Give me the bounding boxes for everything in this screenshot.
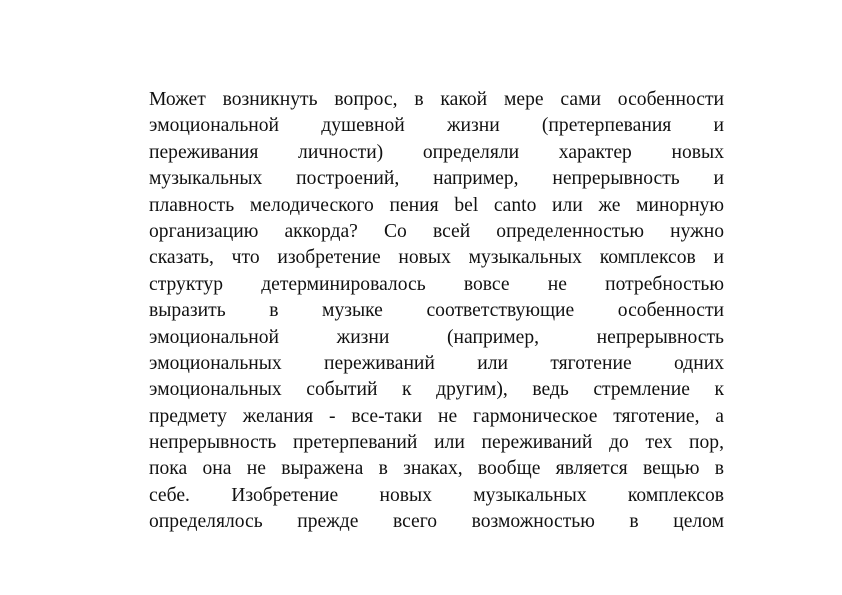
text-line: себе. Изобретение новых музыкальных комплексов [149, 484, 724, 506]
text-line: эмоциональной жизни (например, непрерывность [149, 326, 724, 348]
text-line: предмету желания - все-таки не гармоническое тяготение, а [149, 405, 724, 427]
text-line: Может возникнуть вопрос, в какой мере сами особенности [149, 89, 724, 110]
text-line: организацию аккорда? Со всей определенностью нужно [149, 220, 724, 242]
text-line: непрерывность претерпеваний или переживаний до тех пор, [149, 432, 724, 454]
text-line: музыкальных построений, например, непрерывность и [149, 168, 724, 190]
text-line: эмоциональных событий к другим), ведь стремление к [149, 379, 724, 401]
text-line: эмоциональной душевной жизни (претерпевания и [149, 115, 724, 137]
text-line: пока она не выражена в знаках, вообще является вещью в [149, 458, 724, 480]
text-line: эмоциональных переживаний или тяготение одних [149, 352, 724, 374]
text-line: переживания личности) определяли характер новых [149, 141, 724, 163]
text-line: плавность мелодического пения bel canto или же минорную [149, 194, 724, 216]
text-line: выразить в музыке соответствующие особенности [149, 300, 724, 322]
body-paragraph [149, 87, 724, 536]
text-line: структур детерминировалось вовсе не потребностью [149, 273, 724, 295]
text-line: сказать, что изобретение новых музыкальных комплексов и [149, 247, 724, 269]
text-line: определялось прежде всего возможностью в целом [149, 511, 724, 533]
